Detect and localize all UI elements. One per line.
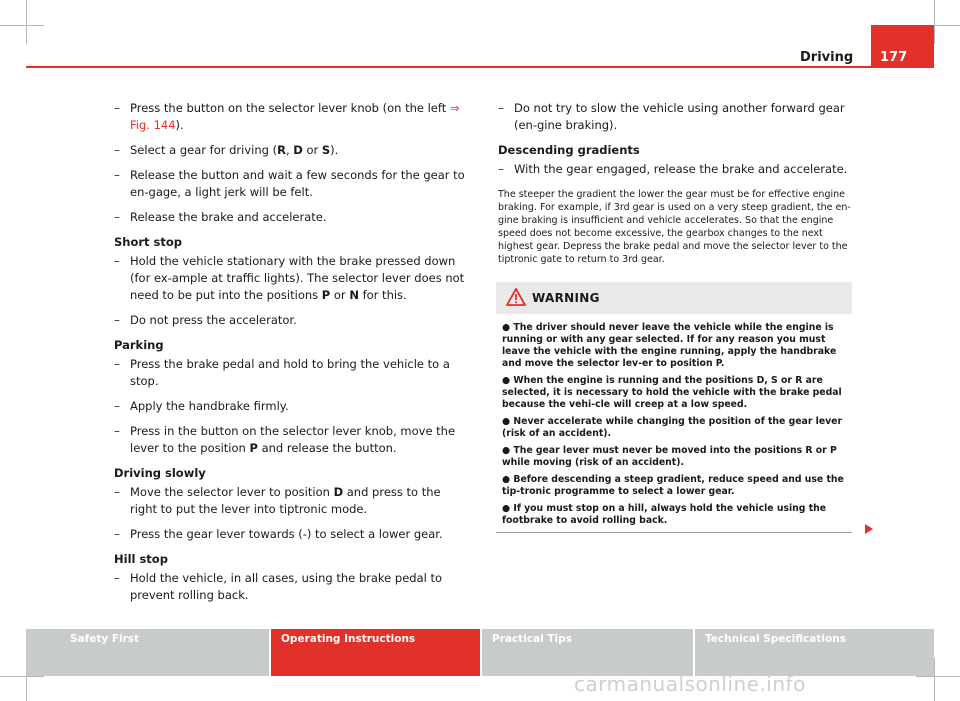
crop-mark <box>26 0 27 44</box>
warning-point: ● Before descending a steep gradient, reduce speed and use the tip-tronic programme to select a lower gear. <box>502 474 844 497</box>
section-title: Driving <box>800 50 854 65</box>
list-item: – Hold the vehicle stationary with the brake pressed down (for ex-ample at traffic lights). The selector lever does not need to be put into the positions P or N for this. <box>114 254 465 302</box>
body-paragraph: The steeper the gradient the lower the gear must be for effective engine braking. For example, if 3rd gear is used on a very steep gradient, the en-gine braking is insufficient and vehicle accelerates. So that the engine speed does not become excessive, the gearbox changes to the next highest gear. Depress the brake pedal and move the selector lever to the tiptronic gate to return to 3rd gear. <box>498 189 851 265</box>
crop-mark <box>0 25 44 26</box>
warning-point: ● When the engine is running and the positions D, S or R are selected, it is necessary to hold the vehicle with the brake pedal because the vehi-cle will creep at a low speed. <box>502 375 842 410</box>
section-heading: Parking <box>114 338 164 352</box>
list-item: – Apply the handbrake firmly. <box>114 399 289 413</box>
list-item: – Press in the button on the selector lever knob, move the lever to the position P and release the button. <box>114 424 456 455</box>
section-heading: Short stop <box>114 235 183 249</box>
continue-arrow-icon <box>864 520 874 539</box>
list-item: – Move the selector lever to position D and press to the right to put the lever into tiptronic mode. <box>114 485 441 516</box>
figure-link[interactable]: ⇒ Fig. 144 <box>130 101 460 132</box>
tab-practical-tips[interactable]: Practical Tips <box>482 629 693 676</box>
warning-point: ● If you must stop on a hill, always hold the vehicle using the footbrake to avoid rolling back. <box>502 503 827 526</box>
warning-triangle-icon <box>506 288 526 310</box>
section-heading: Hill stop <box>114 552 168 566</box>
tab-safety-first[interactable]: Safety First <box>26 629 269 676</box>
list-item: – Press the button on the selector lever knob (on the left ⇒ Fig. 144). <box>114 101 460 132</box>
warning-box <box>496 282 852 533</box>
page-number: 177 <box>880 50 908 65</box>
warning-point: ● The gear lever must never be moved into the positions R or P while moving (risk of an accident). <box>502 445 837 468</box>
warning-header <box>496 282 852 314</box>
crop-mark <box>916 676 960 677</box>
crop-mark <box>0 676 44 677</box>
list-item: – Do not press the accelerator. <box>114 313 297 327</box>
warning-point: ● The driver should never leave the vehicle while the engine is running or with any gear selected. If for any reason you must leave the vehicle with the engine running, apply the handbrake and move the selector lev-er to position P. <box>502 322 837 369</box>
section-heading: Descending gradients <box>498 143 640 157</box>
list-item: – Release the brake and accelerate. <box>114 210 327 224</box>
warning-title: WARNING <box>532 291 600 305</box>
list-item: – Release the button and wait a few seconds for the gear to en-gage, a light jerk will be felt. <box>114 168 465 199</box>
list-item: – Do not try to slow the vehicle using another forward gear (en-gine braking). <box>498 101 845 132</box>
right-column <box>498 100 852 266</box>
list-item: – With the gear engaged, release the brake and accelerate. <box>498 162 848 176</box>
list-item: – Hold the vehicle, in all cases, using the brake pedal to prevent rolling back. <box>114 571 443 602</box>
list-item: – Press the brake pedal and hold to bring the vehicle to a stop. <box>114 357 450 388</box>
crop-mark <box>934 0 935 44</box>
watermark: carmanualsonline.info <box>574 672 806 696</box>
crop-mark <box>934 658 935 701</box>
header-rule <box>26 66 934 68</box>
list-item: – Select a gear for driving (R, D or S). <box>114 143 339 157</box>
list-item: – Press the gear lever towards (-) to select a lower gear. <box>114 527 443 541</box>
left-column <box>114 100 468 612</box>
warning-point: ● Never accelerate while changing the position of the gear lever (risk of an accident). <box>502 416 843 439</box>
tab-technical-specifications[interactable]: Technical Specifications <box>695 629 934 676</box>
warning-body <box>496 314 852 527</box>
section-heading: Driving slowly <box>114 466 206 480</box>
footer-tabs <box>26 629 934 676</box>
tab-operating-instructions[interactable]: Operating Instructions <box>271 629 480 676</box>
